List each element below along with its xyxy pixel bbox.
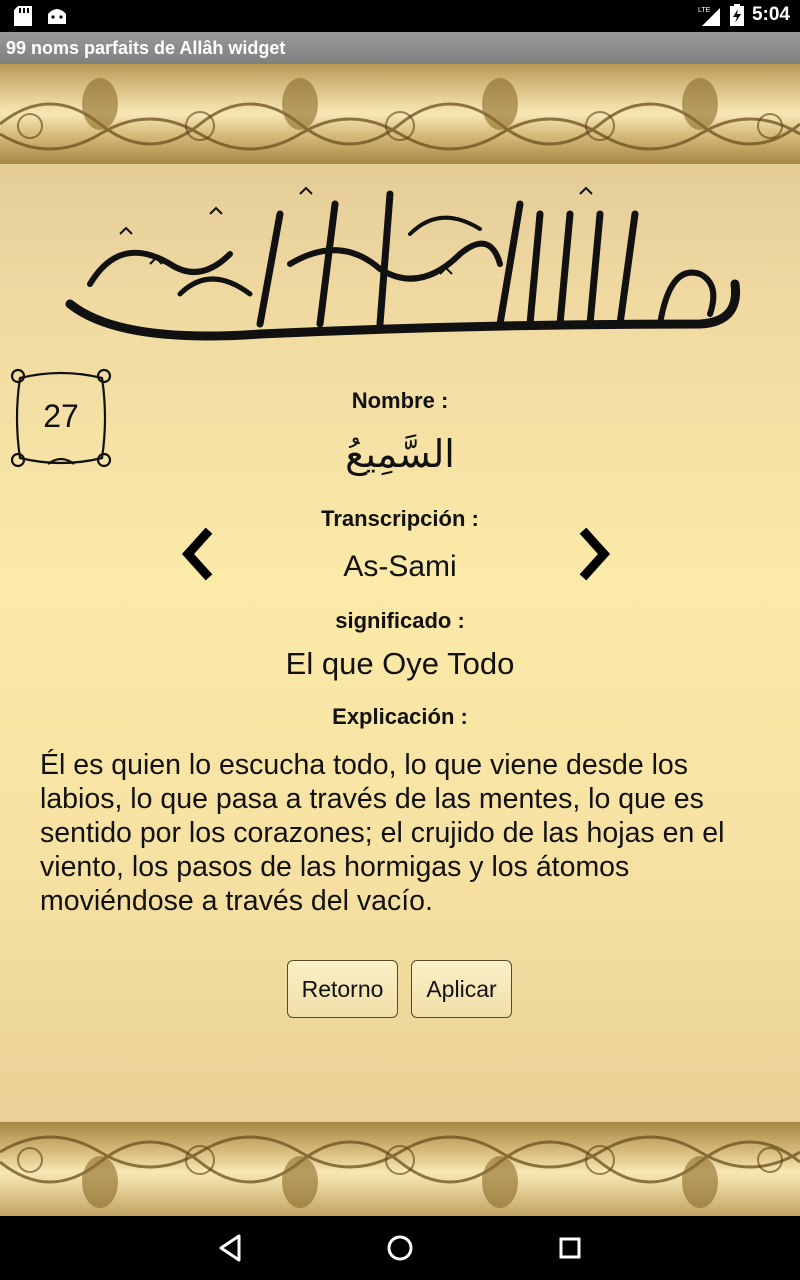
square-recents-icon[interactable] [552, 1230, 588, 1266]
significado-label: significado : [335, 608, 465, 633]
basmala-calligraphy [60, 174, 750, 364]
android-icon [46, 6, 68, 26]
ornamental-border-top [0, 64, 800, 164]
circle-home-icon[interactable] [382, 1230, 418, 1266]
ornamental-border-bottom [0, 1122, 800, 1222]
status-bar [0, 0, 800, 32]
apply-button[interactable]: Aplicar [411, 960, 512, 1018]
triangle-back-icon[interactable] [213, 1230, 249, 1266]
sd-card-icon [14, 6, 32, 26]
arabic-name: السَّمِيعُ [345, 432, 455, 476]
ornament-pattern [0, 64, 800, 164]
navigation-bar [0, 1216, 800, 1280]
app-title: 99 noms parfaits de Allâh widget [6, 38, 286, 58]
battery-charging-icon [730, 4, 744, 26]
network-label: LTE [697, 7, 711, 14]
nombre-label: Nombre : [351, 388, 449, 413]
name-number: 27 [43, 398, 79, 434]
chevron-right-icon[interactable] [572, 524, 616, 584]
ornament-pattern [0, 1122, 800, 1222]
transcription-label: Transcripción : [321, 506, 479, 531]
name-card [0, 64, 800, 1216]
clock: 5:04 [751, 4, 790, 25]
explanation-text: Él es quien lo escucha todo, lo que viene desde los labios, lo que pasa a través de las mentes, lo que es sentido por los corazones; el crujido de las hojas en el viento, los pasos de las hormigas y los átomos moviéndose a través del vacío. [40, 749, 725, 917]
explicacion-label: Explicación : [332, 704, 468, 729]
back-button[interactable]: Retorno [287, 960, 398, 1018]
app-title-bar [0, 32, 800, 64]
meaning-value: El que Oye Todo [285, 646, 515, 681]
transcription-value: As-Sami [343, 550, 457, 583]
signal-icon [698, 4, 722, 26]
